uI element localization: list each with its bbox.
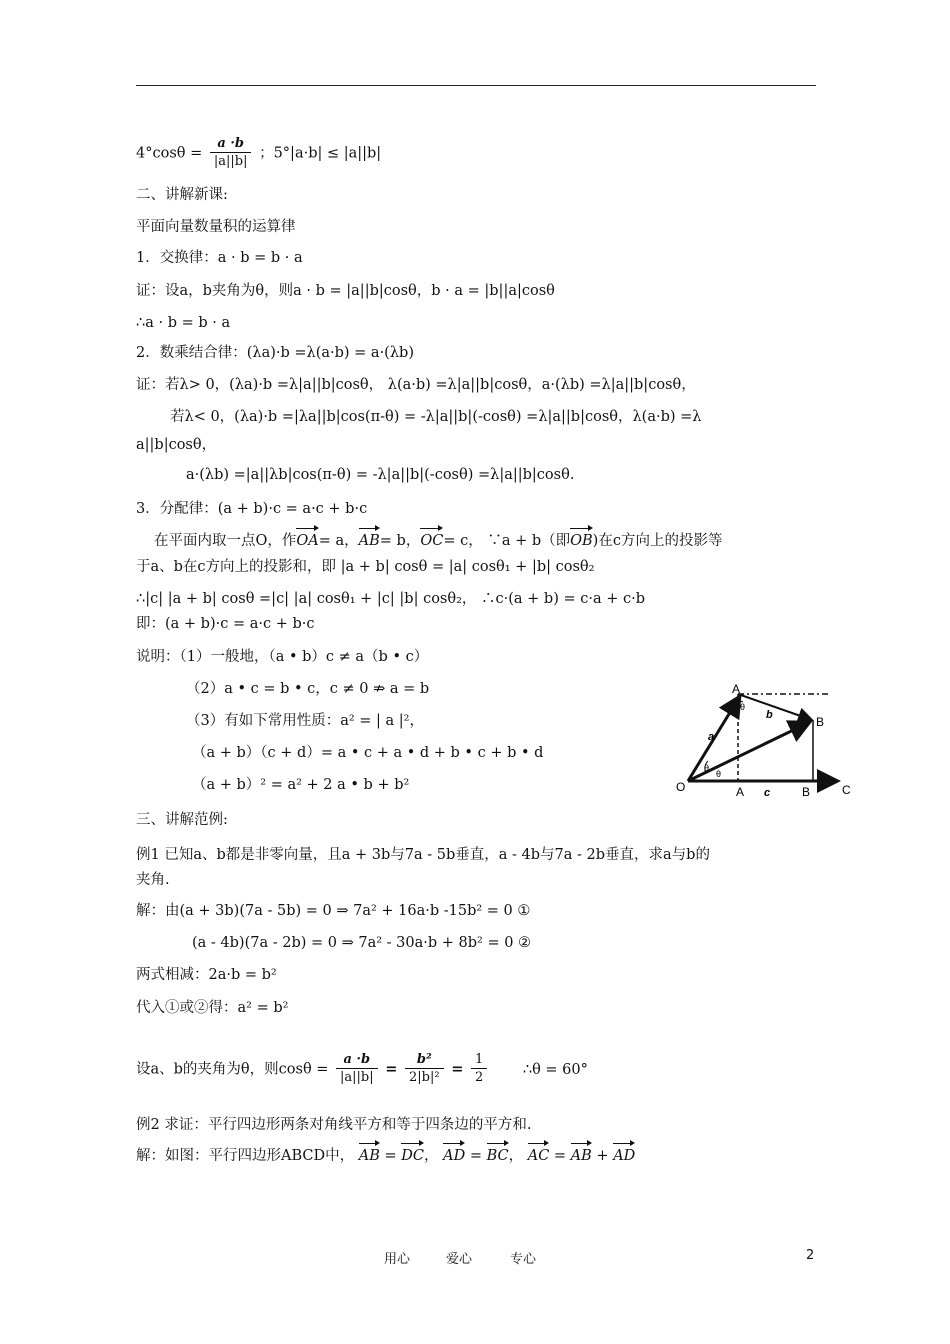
note-2: （2）a • c = b • c，c ≠ 0 ⇏ a = b	[186, 681, 430, 697]
law-scalar-case2a: 若λ< 0，(λa)·b =|λa||b|cos(π-θ) = -λ|a||b|(-cosθ) =λ|a||b|cosθ，λ(a·b) =λ	[170, 409, 702, 425]
footer-right: 专心	[510, 1252, 537, 1267]
label-C: C	[842, 783, 851, 797]
equals-sign: =	[451, 1060, 464, 1078]
projection-diagram	[670, 680, 860, 804]
header-rule	[136, 85, 816, 86]
law-commutative-proof: 证：设a，b夹角为θ，则a · b = |a||b|cosθ，b · a = |b||a|cosθ	[136, 283, 555, 299]
label-B: B	[816, 715, 825, 729]
law-distributive-p2: 于a、b在c方向上的投影和，即 |a + b| cosθ = |a| cosθ₁ + |b| cosθ₂	[136, 559, 595, 575]
vector-AD: AD	[443, 1148, 466, 1164]
example-1-line1: 例1 已知a、b都是非零向量，且a + 3b与7a - 5b垂直，a - 4b与7a - 2b垂直，求a与b的	[136, 847, 710, 863]
text-seg: 在平面内取一点O，作	[154, 533, 297, 549]
label-theta1: θ	[716, 769, 722, 779]
solution-line-4: 代入①或②得：a² = b²	[136, 1000, 289, 1016]
fraction-numerator: a ·b	[336, 1052, 378, 1069]
section-title-3: 三、讲解范例:	[136, 812, 228, 828]
law-scalar-assoc: 2．数乘结合律：(λa)·b =λ(a·b) = a·(λb)	[136, 345, 414, 361]
section-title-2: 二、讲解新课:	[136, 187, 228, 203]
text-seg: = a，	[318, 533, 359, 549]
text-seg: 解：如图：平行四边形ABCD中，	[136, 1148, 355, 1164]
label-theta: θ	[704, 763, 710, 773]
note-3: （3）有如下常用性质：a² = | a |²，	[186, 713, 424, 729]
law-commutative: 1．交换律：a · b = b · a	[136, 250, 303, 266]
example-2: 例2 求证：平行四边形两条对角线平方和等于四条边的平方和.	[136, 1117, 532, 1133]
note-4: （a + b）（c + d）= a • c + a • d + b • c + b • d	[192, 745, 544, 761]
equals-sign: =	[385, 1060, 398, 1078]
law-scalar-case2c: a·(λb) =|a||λb|cos(π-θ) = -λ|a||b|(-cosθ) =λ|a||b|cosθ.	[186, 467, 575, 483]
fraction-numerator: a ·b	[210, 136, 252, 153]
law-commutative-conclusion: ∴a · b = b · a	[136, 315, 231, 331]
law-distributive: 3．分配律：(a + b)·c = a·c + b·c	[136, 501, 368, 517]
label-A-bottom: A	[736, 785, 745, 799]
label-B-bottom: B	[802, 785, 811, 799]
vector-OA: OA	[296, 533, 319, 549]
separator: ，	[508, 1148, 524, 1164]
text-seg: )在c方向上的投影等	[592, 533, 723, 549]
fraction-b2	[405, 1052, 444, 1087]
vector-b	[738, 694, 812, 720]
vector-AD: AD	[613, 1148, 636, 1164]
fraction-denominator: |a||b|	[340, 1070, 374, 1085]
equals-sign: =	[469, 1148, 482, 1164]
fraction-denominator: |a||b|	[213, 154, 248, 169]
text-seg: = b，	[379, 533, 421, 549]
vector-OC: OC	[420, 533, 444, 549]
label-a: a	[708, 731, 715, 743]
vector-AC: AC	[527, 1148, 550, 1164]
example-1-line2: 夹角.	[136, 872, 170, 888]
vector-OB: OB	[570, 533, 593, 549]
law-scalar-case1: 证：若λ> 0，(λa)·b =λ|a||b|cosθ， λ(a·b) =λ|a||b|cosθ，a·(λb) =λ|a||b|cosθ，	[136, 377, 696, 393]
label-A-top: A	[732, 682, 741, 696]
example-2-solution	[136, 1146, 635, 1166]
law-scalar-case2b: a||b|cosθ，	[136, 437, 217, 453]
solution-line-1: 解：由(a + 3b)(7a - 5b) = 0 ⇒ 7a² + 16a·b -15b² = 0 ①	[136, 903, 531, 919]
label-b: b	[766, 709, 773, 721]
equals-sign: =	[384, 1148, 397, 1164]
vector-DC: DC	[401, 1148, 424, 1164]
note-5: （a + b）² = a² + 2 a • b + b²	[192, 777, 410, 793]
solution-line-3: 两式相减：2a·b = b²	[136, 967, 277, 983]
footer-left: 用心	[384, 1252, 411, 1267]
notes-title: 说明：（1）一般地，（a • b）c ≠ a（b • c）	[136, 649, 429, 665]
subtitle: 平面向量数量积的运算律	[136, 219, 296, 235]
inequality-text: ；5°|a·b| ≤ |a||b|	[259, 145, 382, 162]
theta-result: ∴θ = 60°	[522, 1061, 588, 1078]
fraction-ab	[336, 1052, 378, 1087]
solution-line-2: (a - 4b)(7a - 2b) = 0 ⇒ 7a² - 30a·b + 8b² = 0 ②	[192, 935, 532, 951]
plus-sign: +	[596, 1148, 609, 1164]
separator: ，	[423, 1148, 439, 1164]
vector-AB: AB	[570, 1148, 592, 1164]
page-number: 2	[806, 1248, 815, 1263]
fraction-numerator: b²	[405, 1052, 444, 1069]
vector-BC: BC	[486, 1148, 509, 1164]
law-distributive-p4: 即：(a + b)·c = a·c + b·c	[136, 616, 315, 632]
label-c: c	[764, 787, 771, 799]
law-distributive-p3: ∴|c| |a + b| cosθ =|c| |a| cosθ₁ + |c| |b| cosθ₂， ∴c·(a + b) = c·a + c·b	[136, 591, 645, 607]
vector-AB: AB	[358, 533, 380, 549]
cos-fraction	[210, 136, 252, 171]
fraction-denominator: 2|b|²	[409, 1070, 440, 1085]
text-seg: = c， ∵a + b（即	[443, 533, 571, 549]
solution-line-5	[136, 1052, 588, 1087]
law-distributive-p1	[154, 531, 722, 551]
footer-mid: 爱心	[446, 1252, 473, 1267]
fraction-numerator: 1	[471, 1052, 487, 1069]
formula-line-4-5	[136, 136, 381, 171]
cos-label: 4°cosθ =	[136, 145, 203, 162]
label-O: O	[676, 780, 686, 794]
text-seg: 设a、b的夹角为θ，则cosθ =	[136, 1061, 329, 1078]
fraction-half	[471, 1052, 487, 1087]
label-theta2: θ	[740, 702, 746, 712]
equals-sign: =	[553, 1148, 567, 1164]
fraction-denominator: 2	[474, 1070, 484, 1085]
vector-AB: AB	[358, 1148, 380, 1164]
